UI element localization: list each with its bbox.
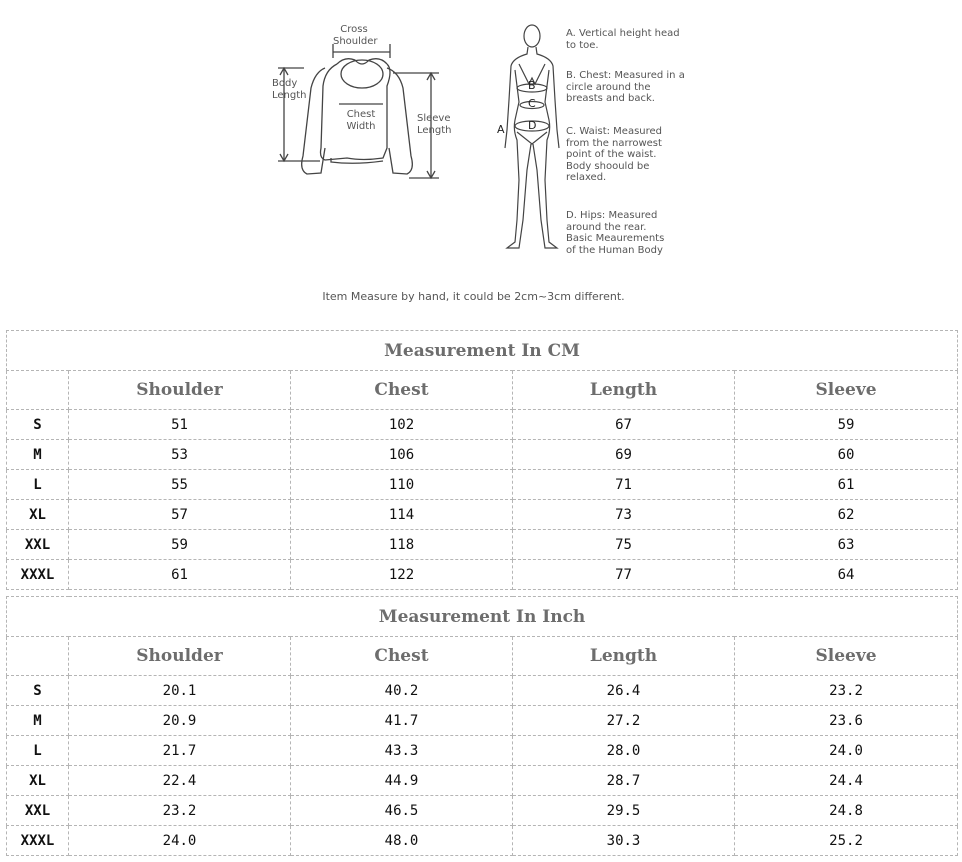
size-label: L: [7, 470, 69, 500]
sleeve-value: 25.2: [735, 826, 958, 856]
length-value: 28.7: [513, 766, 735, 796]
letter-b: B: [528, 79, 536, 92]
length-value: 28.0: [513, 736, 735, 766]
corner-cell: [7, 637, 69, 676]
chest-width-label: Chest Width: [346, 109, 376, 132]
header-sleeve: Sleeve: [735, 637, 958, 676]
sleeve-value: 24.8: [735, 796, 958, 826]
chest-value: 106: [291, 440, 513, 470]
sleeve-value: 60: [735, 440, 958, 470]
chest-value: 110: [291, 470, 513, 500]
shoulder-value: 21.7: [69, 736, 291, 766]
body-length-label: Body Length: [272, 78, 307, 101]
table-row: [7, 766, 958, 796]
length-value: 67: [513, 410, 735, 440]
length-value: 27.2: [513, 706, 735, 736]
sleeve-value: 59: [735, 410, 958, 440]
length-value: 75: [513, 530, 735, 560]
table-title: Measurement In CM: [7, 331, 958, 371]
header-length: Length: [513, 371, 735, 410]
sleeve-value: 63: [735, 530, 958, 560]
size-label: XXXL: [7, 560, 69, 590]
table-row: [7, 826, 958, 856]
table-row: [7, 560, 958, 590]
sleeve-value: 23.6: [735, 706, 958, 736]
sleeve-value: 24.0: [735, 736, 958, 766]
inch-size-table: [6, 596, 958, 856]
shoulder-value: 24.0: [69, 826, 291, 856]
table-row: [7, 470, 958, 500]
shoulder-value: 57: [69, 500, 291, 530]
instruction-a: A. Vertical height head to toe.: [566, 28, 680, 51]
chest-value: 118: [291, 530, 513, 560]
shoulder-value: 61: [69, 560, 291, 590]
table-row: [7, 410, 958, 440]
length-value: 77: [513, 560, 735, 590]
size-label: XXXL: [7, 826, 69, 856]
sleeve-length-label: Sleeve Length: [417, 113, 452, 136]
sleeve-value: 64: [735, 560, 958, 590]
chest-value: 40.2: [291, 676, 513, 706]
chest-value: 44.9: [291, 766, 513, 796]
sleeve-value: 23.2: [735, 676, 958, 706]
sleeve-value: 61: [735, 470, 958, 500]
size-label: XL: [7, 500, 69, 530]
length-value: 71: [513, 470, 735, 500]
table-title: Measurement In Inch: [7, 597, 958, 637]
header-chest: Chest: [291, 637, 513, 676]
header-shoulder: Shoulder: [69, 637, 291, 676]
chest-value: 43.3: [291, 736, 513, 766]
table-row: [7, 440, 958, 470]
corner-cell: [7, 371, 69, 410]
length-value: 30.3: [513, 826, 735, 856]
size-label: XL: [7, 766, 69, 796]
table-row: [7, 500, 958, 530]
size-label: XXL: [7, 796, 69, 826]
table-row: [7, 736, 958, 766]
table-row: [7, 530, 958, 560]
shoulder-value: 55: [69, 470, 291, 500]
chest-value: 114: [291, 500, 513, 530]
table-row: [7, 796, 958, 826]
shoulder-value: 51: [69, 410, 291, 440]
cm-size-table: [6, 330, 958, 590]
letter-a: A: [497, 123, 505, 136]
shoulder-value: 53: [69, 440, 291, 470]
chest-value: 46.5: [291, 796, 513, 826]
size-label: M: [7, 706, 69, 736]
shoulder-value: 20.9: [69, 706, 291, 736]
size-label: S: [7, 676, 69, 706]
table-row: [7, 706, 958, 736]
size-label: M: [7, 440, 69, 470]
instruction-b: B. Chest: Measured in a circle around the breasts and back.: [566, 70, 685, 104]
instruction-c: C. Waist: Measured from the narrowest point of the waist. Body shoould be relaxed.: [566, 126, 663, 183]
letter-c: C: [528, 97, 536, 110]
letter-d: D: [528, 119, 537, 132]
length-value: 29.5: [513, 796, 735, 826]
body-figure-sketch: [495, 20, 565, 255]
header-length: Length: [513, 637, 735, 676]
chest-value: 102: [291, 410, 513, 440]
shoulder-value: 20.1: [69, 676, 291, 706]
shoulder-value: 59: [69, 530, 291, 560]
header-shoulder: Shoulder: [69, 371, 291, 410]
size-label: XXL: [7, 530, 69, 560]
chest-value: 122: [291, 560, 513, 590]
shoulder-value: 22.4: [69, 766, 291, 796]
measure-note: Item Measure by hand, it could be 2cm~3cm different.: [322, 290, 625, 303]
instruction-d: D. Hips: Measured around the rear. Basic Meaurements of the Human Body: [566, 210, 665, 256]
chest-value: 48.0: [291, 826, 513, 856]
length-value: 69: [513, 440, 735, 470]
header-chest: Chest: [291, 371, 513, 410]
sleeve-value: 24.4: [735, 766, 958, 796]
header-sleeve: Sleeve: [735, 371, 958, 410]
shoulder-value: 23.2: [69, 796, 291, 826]
sleeve-value: 62: [735, 500, 958, 530]
length-value: 26.4: [513, 676, 735, 706]
table-row: [7, 676, 958, 706]
size-label: S: [7, 410, 69, 440]
size-label: L: [7, 736, 69, 766]
cross-shoulder-label: Cross Shoulder: [333, 24, 378, 47]
length-value: 73: [513, 500, 735, 530]
chest-value: 41.7: [291, 706, 513, 736]
measurement-diagram: [0, 0, 962, 320]
